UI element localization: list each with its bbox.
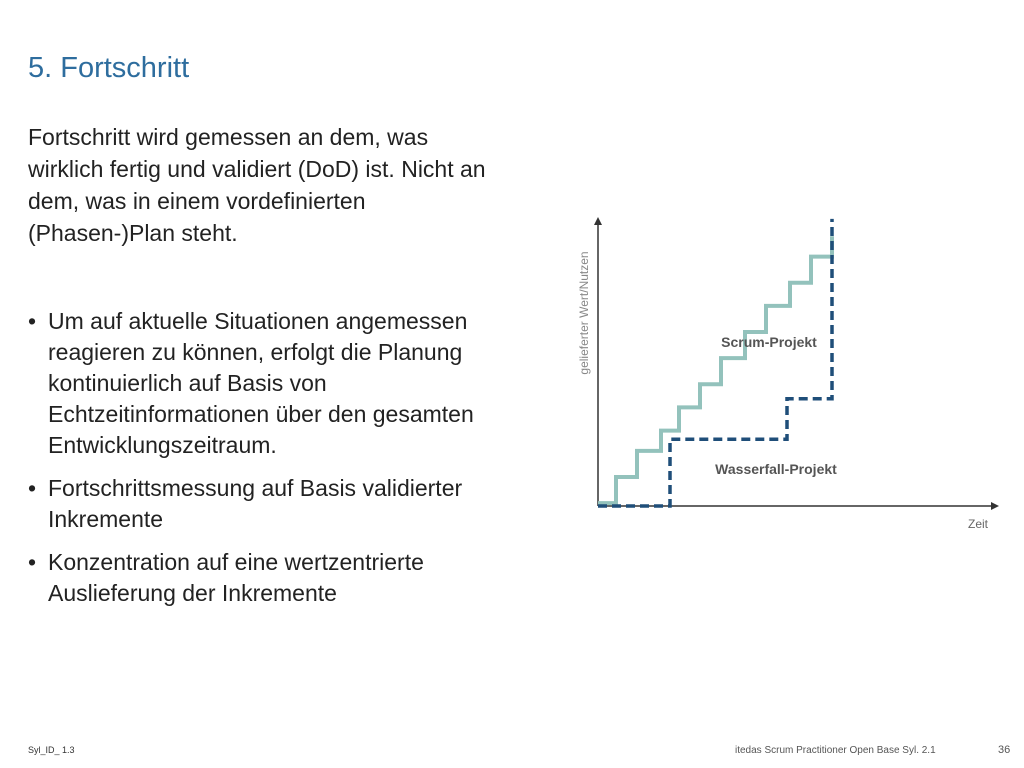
page-number: 36 <box>998 744 1011 756</box>
bullet-text: Um auf aktuelle Situationen angemessen reagieren zu können, erfolgt die Planung kontinuierlich auf Basis von Echtzeitinformationen über den gesamten Entwicklungszeitraum. <box>48 308 474 458</box>
bullet-icon: • <box>28 308 37 334</box>
slide-title: 5. Fortschritt <box>28 52 190 84</box>
bullet-item <box>28 547 498 609</box>
series-label-wasserfall: Wasserfall-Projekt <box>715 461 837 477</box>
bullet-icon: • <box>28 549 37 575</box>
y-axis-label: gelieferter Wert/Nutzen <box>577 251 591 375</box>
bullet-item <box>28 306 498 461</box>
series-label-scrum: Scrum-Projekt <box>721 334 817 350</box>
bullet-list <box>28 306 498 621</box>
bullet-item <box>28 473 498 535</box>
bullet-text: Fortschrittsmessung auf Basis validierter Inkremente <box>48 475 463 532</box>
x-axis-label: Zeit <box>967 517 988 531</box>
footer-course-title: itedas Scrum Practitioner Open Base Syl. 2.1 <box>735 745 936 756</box>
intro-paragraph: Fortschritt wird gemessen an dem, was wirklich fertig und validiert (DoD) ist. Nicht an dem, was in einem vordefinierten (Phasen-)Plan steht. <box>28 124 486 246</box>
footer-syllabus-id: Syl_ID_ 1.3 <box>28 745 75 755</box>
progress-chart <box>570 215 1000 545</box>
bullet-icon: • <box>28 475 37 501</box>
bullet-text: Konzentration auf eine wertzentrierte Auslieferung der Inkremente <box>48 549 424 606</box>
